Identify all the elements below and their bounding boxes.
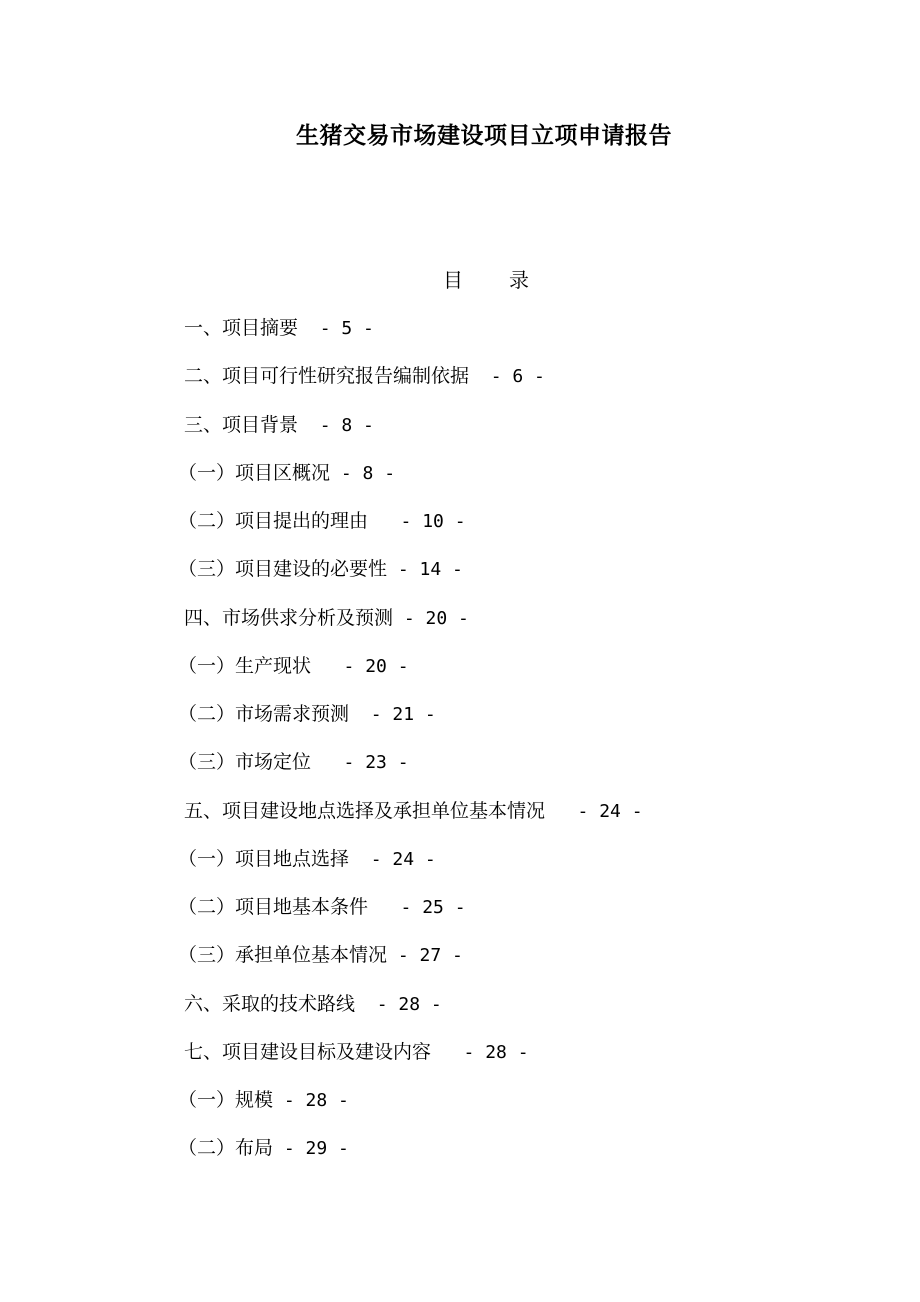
toc-entry-page-number: - 14 - [387, 559, 463, 581]
toc-entry-label: 三、项目背景 [184, 413, 299, 436]
toc-entry-link[interactable] [184, 600, 469, 637]
toc-entry [178, 551, 884, 599]
toc-entry-label: （二）市场需求预测 [178, 703, 350, 725]
toc-entry-page-number: - 8 - [298, 414, 374, 436]
toc-entry [184, 986, 884, 1034]
toc-entry-link[interactable] [184, 793, 643, 830]
toc-entry-link[interactable] [178, 889, 466, 926]
toc-entry [178, 696, 884, 744]
toc-entry-label: （二）项目地基本条件 [178, 896, 369, 918]
toc-entry-link[interactable] [184, 310, 374, 347]
toc-entry-label: （三）市场定位 [178, 751, 312, 774]
toc-entry-page-number: - 24 - [545, 800, 643, 822]
toc-entry-link[interactable] [184, 1034, 529, 1071]
toc-entry-label: （一）项目区概况 [178, 461, 331, 484]
toc-entry [178, 455, 884, 503]
toc-entry-page-number: - 8 - [330, 462, 396, 484]
toc-entry [178, 889, 884, 937]
toc-entry-page-number: - 5 - [298, 318, 374, 339]
toc-entry [184, 600, 884, 648]
toc-entry-page-number: - 29 - [273, 1138, 349, 1160]
toc-entry-link[interactable] [178, 503, 466, 540]
toc-entry-page-number: - 28 - [431, 1041, 529, 1063]
toc-entry-page-number: - 25 - [368, 897, 466, 918]
toc-entry-label: （二）布局 [178, 1137, 274, 1160]
toc-entry-link[interactable] [184, 986, 442, 1023]
toc-entry [178, 1130, 884, 1178]
toc-entry-page-number: - 20 - [393, 607, 469, 629]
toc-entry-label: 一、项目摘要 [184, 317, 299, 339]
toc-entry [178, 503, 884, 551]
toc-entry-label: （三）承担单位基本情况 [178, 944, 388, 967]
toc-entry-page-number: - 27 - [387, 945, 463, 967]
toc-entry-page-number: - 10 - [368, 511, 466, 532]
toc-entry-label: 四、市场供求分析及预测 [184, 606, 394, 629]
toc-entry-page-number: - 20 - [311, 655, 409, 677]
toc-entry-label: 五、项目建设地点选择及承担单位基本情况 [184, 799, 546, 822]
toc-heading-right: 录 [509, 268, 529, 292]
toc-entry [184, 1034, 884, 1082]
toc-heading [0, 262, 920, 298]
toc-entry [178, 841, 884, 889]
toc-heading-left: 目 [443, 268, 463, 292]
toc-entry [184, 407, 884, 455]
toc-entry-label: （一）规模 [178, 1089, 274, 1111]
toc-entry-link[interactable] [178, 455, 395, 492]
toc-entry-label: 七、项目建设目标及建设内容 [184, 1040, 432, 1063]
toc-entry-link[interactable] [184, 358, 545, 395]
toc-entry [178, 648, 884, 696]
toc-entry-label: （一）生产现状 [178, 654, 312, 677]
toc-entry [178, 1082, 884, 1130]
toc-entry-page-number: - 28 - [273, 1090, 349, 1111]
toc-entry-page-number: - 28 - [355, 993, 442, 1015]
toc-entry-link[interactable] [178, 551, 463, 588]
toc-entry-link[interactable] [178, 841, 436, 878]
document-title: 生猪交易市场建设项目立项申请报告 [296, 123, 672, 149]
toc-entry-link[interactable] [178, 648, 409, 685]
toc-entry-link[interactable] [178, 696, 436, 733]
toc-entry-page-number: - 21 - [349, 704, 436, 725]
toc-entry-link[interactable] [178, 1130, 349, 1167]
toc-entry [178, 744, 884, 792]
toc-entry-label: （二）项目提出的理由 [178, 510, 369, 532]
toc-entry-label: （一）项目地点选择 [178, 847, 350, 870]
toc-entry-link[interactable] [178, 937, 463, 974]
toc-entry-page-number: - 6 - [469, 366, 545, 388]
toc-entry [184, 358, 884, 406]
table-of-contents [178, 310, 884, 1179]
toc-entry [184, 793, 884, 841]
toc-entry [184, 310, 884, 358]
toc-entry-label: （三）项目建设的必要性 [178, 558, 388, 581]
toc-entry-label: 二、项目可行性研究报告编制依据 [184, 365, 470, 388]
toc-entry-page-number: - 24 - [349, 848, 436, 870]
toc-entry-link[interactable] [178, 1082, 349, 1119]
toc-entry-label: 六、采取的技术路线 [184, 992, 356, 1015]
toc-entry-link[interactable] [178, 744, 409, 781]
toc-entry [178, 937, 884, 985]
toc-entry-link[interactable] [184, 407, 374, 444]
toc-entry-page-number: - 23 - [311, 752, 409, 774]
